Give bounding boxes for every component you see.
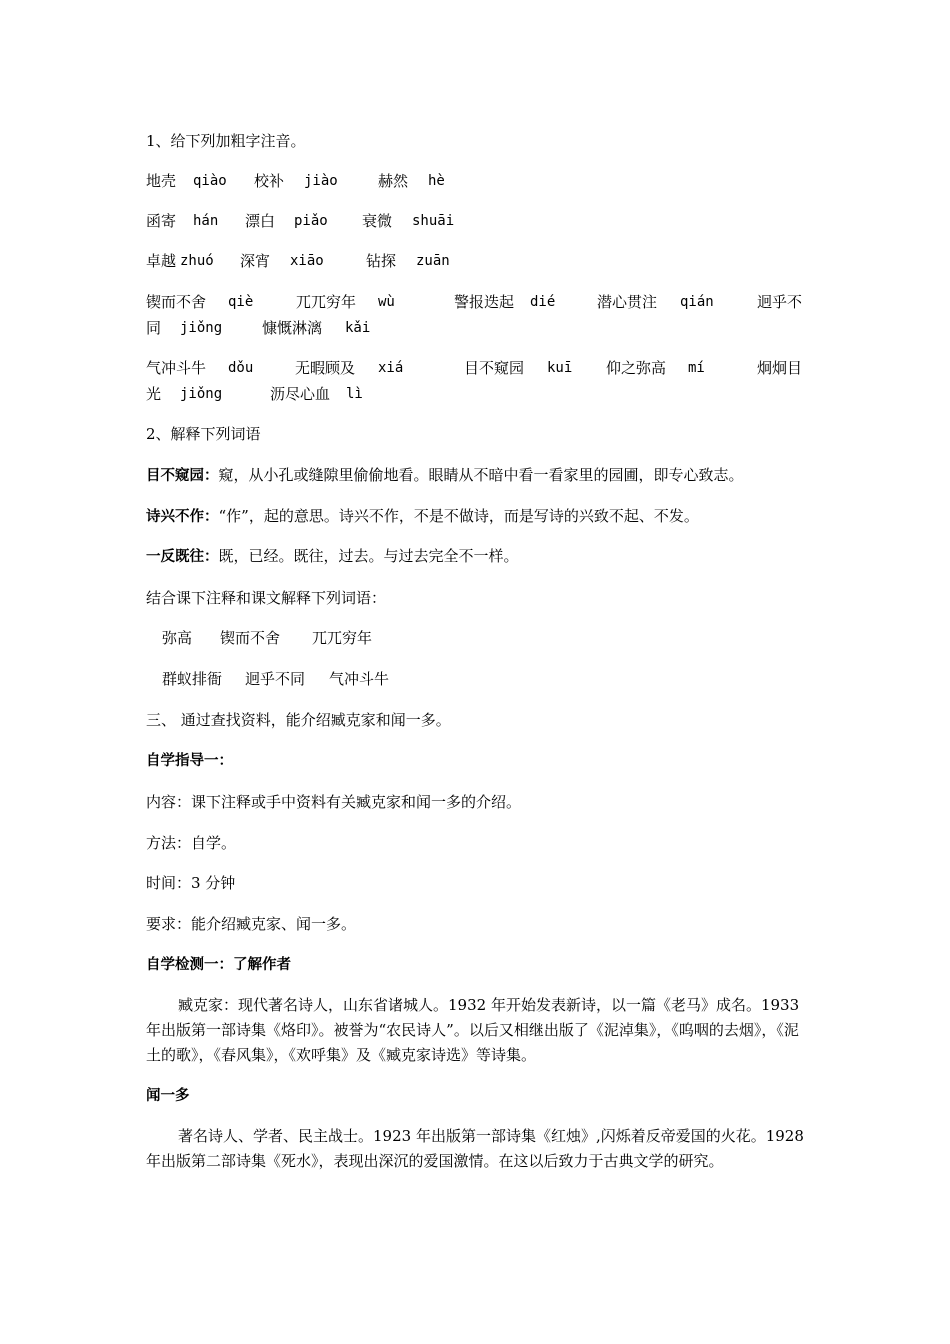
pinyin: hán — [193, 213, 219, 229]
word: 仰之弥高 — [606, 359, 667, 377]
combine-instruction: 结合课下注释和课文解释下列词语： — [146, 589, 387, 607]
pinyin: dié — [530, 294, 556, 310]
wen-paragraph: 著名诗人、学者、民主战士。1923 年出版第一部诗集《红烛》,闪烁着反帝爱国的火花。1928 年出版第二部诗集《死水》，表现出深沉的爱国激情。在这以后致力于古典文学的研究。 — [146, 1127, 804, 1170]
pinyin: xiāo — [290, 253, 324, 269]
pinyin: jiǒng — [180, 320, 223, 336]
word: 漂白 — [245, 212, 276, 230]
word: 迥乎不同 — [245, 670, 306, 688]
guide-title: 自学指导一： — [146, 753, 233, 769]
zang-paragraph: 臧克家：现代著名诗人，山东省诸城人。1932 年开始发表新诗，以一篇《老马》成名。1933 年出版第一部诗集《烙印》。被誉为“农民诗人”。以后又相继出版了《泥淖集》，《呜咽的去烟》，《泥土的歌》，《春风集》，《欢呼集》及《臧克家诗选》等诗集。 — [146, 996, 800, 1064]
word: 群蚁排衙 — [162, 670, 223, 688]
guide-method: 方法：自学。 — [146, 834, 237, 852]
pinyin: wù — [378, 294, 395, 310]
word: 锲而不舍 — [220, 629, 281, 647]
word: 警报迭起 — [454, 293, 515, 311]
pinyin: piǎo — [294, 213, 328, 229]
word: 同 — [146, 319, 162, 337]
pinyin: dǒu — [228, 360, 254, 376]
word: 函寄 — [146, 212, 177, 230]
pinyin: shuāi — [412, 213, 455, 229]
definition-term: 诗兴不作： — [146, 509, 219, 525]
pinyin: qiào — [193, 173, 227, 189]
word: 目不窥园 — [464, 359, 525, 377]
word: 无暇顾及 — [295, 359, 356, 377]
check-title: 自学检测一：了解作者 — [146, 957, 291, 973]
guide-time: 时间：3 分钟 — [146, 874, 236, 892]
pinyin: qián — [680, 294, 714, 310]
pinyin: kuī — [547, 360, 573, 376]
pinyin: zuān — [416, 253, 450, 269]
word: 炯炯目 — [757, 359, 803, 377]
word: 深宵 — [240, 252, 271, 270]
word: 迥乎不 — [757, 293, 803, 311]
definition-text: 窥，从小孔或缝隙里偷偷地看。眼睛从不暗中看一看家里的园圃，即专心致志。 — [218, 466, 744, 484]
word: 赫然 — [378, 172, 409, 190]
word: 光 — [146, 385, 162, 403]
pinyin: lì — [346, 386, 363, 402]
guide-requirement: 要求：能介绍臧克家、闻一多。 — [146, 915, 357, 933]
q1-title: 1、给下列加粗字注音。 — [146, 132, 306, 150]
q3-title: 三、 通过查找资料，能介绍臧克家和闻一多。 — [146, 711, 451, 729]
word: 气冲斗牛 — [146, 359, 207, 377]
word: 沥尽心血 — [270, 385, 331, 403]
definition — [146, 465, 744, 486]
word: 气冲斗牛 — [329, 670, 390, 688]
word: 慷慨淋漓 — [262, 319, 323, 337]
word: 潜心贯注 — [597, 293, 658, 311]
word: 钻探 — [366, 252, 397, 270]
word: 锲而不舍 — [146, 293, 207, 311]
pinyin: qiè — [228, 294, 254, 310]
definition-text: “作”，起的意思。诗兴不作，不是不做诗，而是写诗的兴致不起、不发。 — [218, 507, 699, 525]
guide-content: 内容：课下注释或手中资料有关臧克家和闻一多的介绍。 — [146, 793, 522, 811]
pinyin: jiǒng — [180, 386, 223, 402]
word: 地壳 — [146, 172, 177, 190]
word: 衰微 — [362, 212, 393, 230]
pinyin: hè — [428, 173, 445, 189]
word: 卓越 — [146, 252, 177, 270]
pinyin: xiá — [378, 360, 404, 376]
word: 弥高 — [162, 629, 193, 647]
pinyin: zhuó — [180, 253, 214, 269]
word: 兀兀穷年 — [296, 293, 357, 311]
pinyin: jiào — [304, 173, 338, 189]
definition-text: 既，已经。既往，过去。与过去完全不一样。 — [218, 547, 519, 565]
definition-term: 目不窥园： — [146, 468, 219, 484]
word: 校补 — [254, 172, 285, 190]
q2-title: 2、解释下列词语 — [146, 425, 261, 443]
definition — [146, 506, 699, 527]
pinyin: kǎi — [345, 320, 371, 336]
definition — [146, 546, 519, 567]
word: 兀兀穷年 — [312, 629, 373, 647]
pinyin: mí — [688, 360, 705, 376]
wen-title: 闻一多 — [146, 1088, 190, 1104]
definition-term: 一反既往： — [146, 549, 219, 565]
